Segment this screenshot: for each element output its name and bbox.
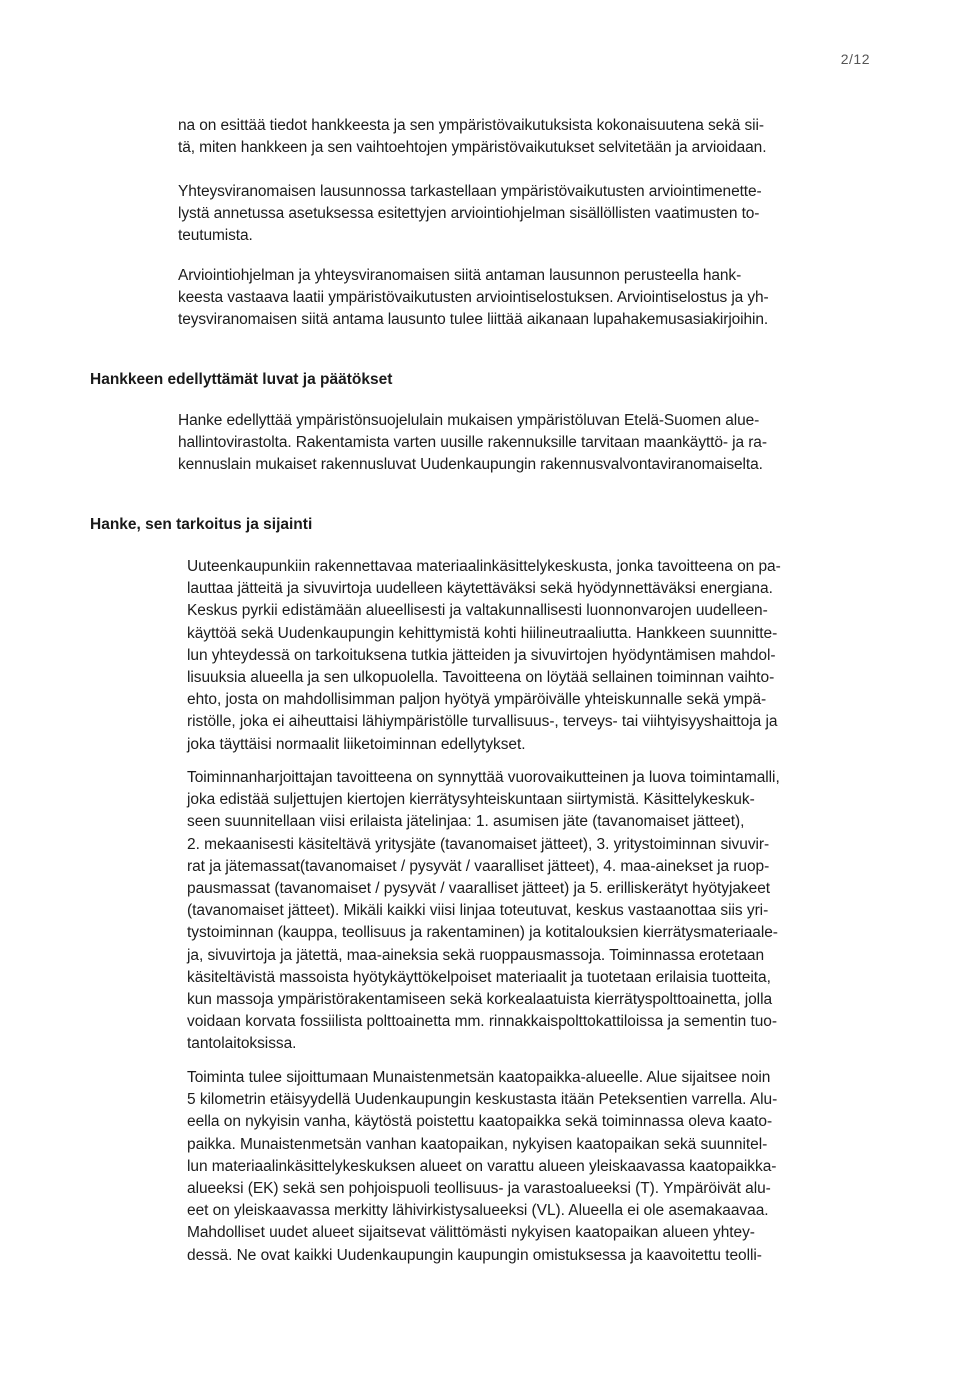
text-line: Keskus pyrkii edistämään alueellisesti ja valtakunnallisesti luonnonvarojen uudelleen- xyxy=(187,602,768,620)
text-line: tystoiminnan (kauppa, teollisuus ja rakentaminen) ja kotitalouksien kierrätysmateriaale- xyxy=(187,924,778,942)
text-line: kennuslain mukaiset rakennusluvat Uudenkaupungin rakennusvalvontaviranomaiselta. xyxy=(178,456,763,474)
text-line: teysviranomaisen siitä antama lausunto tulee liittää aikanaan lupahakemusasiakirjoihin. xyxy=(178,311,769,329)
project-paragraph-2 xyxy=(187,767,780,1056)
text-line: hallintovirastolta. Rakentamista varten uusille rakennuksille tarvitaan maankäyttö- ja ra- xyxy=(178,434,767,452)
text-line: paikka. Munaistenmetsän vanhan kaatopaikan, nykyisen kaatopaikan sekä suunnitel- xyxy=(187,1135,768,1153)
text-line: kun massoja ympäristörakentamiseen sekä korkealaatuista kierrätyspolttoainetta, jolla xyxy=(187,991,773,1009)
intro-paragraph-1 xyxy=(178,115,766,159)
text-line: keesta vastaava laatii ympäristövaikutusten arviointiselostuksen. Arviointiselostus ja yh- xyxy=(178,289,769,307)
text-line: 2. mekaanisesti käsiteltävä yritysjäte (tavanomaiset jätteet), 3. yritystoiminnan sivuvir- xyxy=(187,835,770,853)
text-line: seen suunnitellaan viisi erilaista jätelinjaa: 1. asumisen jäte (tavanomaiset jätteet), xyxy=(187,813,745,831)
text-line: ehto, josta on mahdollisimman paljon hyötyä ympäröivälle yhteiskunnalle sekä ympä- xyxy=(187,691,767,709)
text-line: lun yhteydessä on tarkoituksena tutkia jätteiden ja sivuvirtojen hyödyntämisen mahdol- xyxy=(187,646,776,664)
project-paragraph-1 xyxy=(187,556,781,756)
text-line: rat ja jätemassat(tavanomaiset / pysyvät / vaaralliset jätteet), 4. maa-ainekset ja ruop- xyxy=(187,857,770,875)
text-line: Uuteenkaupunkiin rakennettavaa materiaalinkäsittelykeskusta, jonka tavoitteena on pa- xyxy=(187,558,781,575)
text-line: lauttaa jätteitä ja sivuvirtoja uudelleen käytettäväksi sekä hyödynnettäväksi energiana. xyxy=(187,580,773,598)
section-heading-permits: Hankkeen edellyttämät luvat ja päätökset xyxy=(90,371,393,388)
intro-paragraph-2 xyxy=(178,181,762,248)
text-line: voidaan korvata fossiilista polttoainetta mm. rinnakkaispolttokattiloissa ja sementin tuo- xyxy=(187,1013,777,1031)
text-line: (tavanomaiset jätteet). Mikäli kaikki viisi linjaa toteutuvat, keskus vastaanottaa siis yri- xyxy=(187,902,769,920)
text-line: Arviointiohjelman ja yhteysviranomaisen siitä antaman lausunnon perusteella hank- xyxy=(178,267,742,284)
text-line: Toiminta tulee sijoittumaan Munaistenmetsän kaatopaikka-alueelle. Alue sijaitsee noin xyxy=(187,1069,771,1086)
intro-paragraph-3 xyxy=(178,265,769,332)
project-paragraph-3 xyxy=(187,1067,777,1267)
text-line: käsiteltävistä massoista hyötykäyttökelpoiset materiaalit ja tuotetaan erilaisia tuotteita, xyxy=(187,968,771,986)
text-line: lisuuksia alueella ja sen ulkopuolella. Tavoitteena on löytää sellainen toiminnan vaihto- xyxy=(187,669,775,687)
page-number: 2/12 xyxy=(840,51,870,67)
text-line: joka täyttäisi normaalit liiketoiminnan edellytykset. xyxy=(187,735,526,753)
section-heading-project: Hanke, sen tarkoitus ja sijainti xyxy=(90,516,313,533)
text-line: teutumista. xyxy=(178,227,253,245)
text-line: dessä. Ne ovat kaikki Uudenkaupungin kaupungin omistuksessa ja kaavoitettu teolli- xyxy=(187,1246,762,1264)
permits-paragraph xyxy=(178,410,767,477)
text-line: ristölle, joka ei aiheuttaisi lähiympäristölle turvallisuus-, terveys- tai viihtyisyyshaittoja ja xyxy=(187,713,778,731)
text-line: Toiminnanharjoittajan tavoitteena on synnyttää vuorovaikutteinen ja luova toimintamalli, xyxy=(187,769,780,786)
text-line: lystä annetussa asetuksessa esitettyjen arviointiohjelman sisällöllisten vaatimusten to- xyxy=(178,205,760,223)
text-line: ja, sivuvirtoja ja jätettä, maa-aineksia sekä ruoppausmassoja. Toiminnassa erotetaan xyxy=(187,946,765,964)
text-line: Yhteysviranomaisen lausunnossa tarkastellaan ympäristövaikutusten arviointimenette- xyxy=(178,183,762,200)
text-line: Mahdolliset uudet alueet sijaitsevat välittömästi nykyisen kaatopaikan alueen yhtey- xyxy=(187,1224,755,1242)
text-line: tantolaitoksissa. xyxy=(187,1035,297,1053)
text-line: 5 kilometrin etäisyydellä Uudenkaupungin keskustasta itään Peteksentien varrella. Alu- xyxy=(187,1091,778,1109)
text-line: na on esittää tiedot hankkeesta ja sen ympäristövaikutuksista kokonaisuutena sekä sii- xyxy=(178,117,764,134)
text-line: eet on yleiskaavassa merkitty lähivirkistysalueeksi (VL). Alueella ei ole asemakaavaa. xyxy=(187,1202,769,1220)
text-line: lun materiaalinkäsittelykeskuksen alueet on varattu alueen yleiskaavassa kaatopaikka- xyxy=(187,1157,777,1175)
text-line: käyttöä sekä Uudenkaupungin kehittymistä kohti hiilineutraaliutta. Hankkeen suunnitte- xyxy=(187,624,778,642)
text-line: alueeksi (EK) sekä sen pohjoispuoli teollisuus- ja varastoalueeksi (T). Ympäröivät alu- xyxy=(187,1180,771,1198)
text-line: tä, miten hankkeen ja sen vaihtoehtojen ympäristövaikutukset selvitetään ja arvioidaan. xyxy=(178,139,767,157)
text-line: Hanke edellyttää ympäristönsuojelulain mukaisen ympäristöluvan Etelä-Suomen alue- xyxy=(178,412,760,429)
text-line: joka edistää suljettujen kiertojen kierrätysyhteiskuntaan siirtymistä. Käsittelykeskuk- xyxy=(187,791,755,809)
text-line: eella on nykyisin vanha, käytöstä poistettu kaatopaikka sekä toiminnassa oleva kaato- xyxy=(187,1113,773,1131)
text-line: pausmassat (tavanomaiset / pysyvät / vaaralliset jätteet) ja 5. erilliskerätyt hyötyjakeet xyxy=(187,880,771,898)
